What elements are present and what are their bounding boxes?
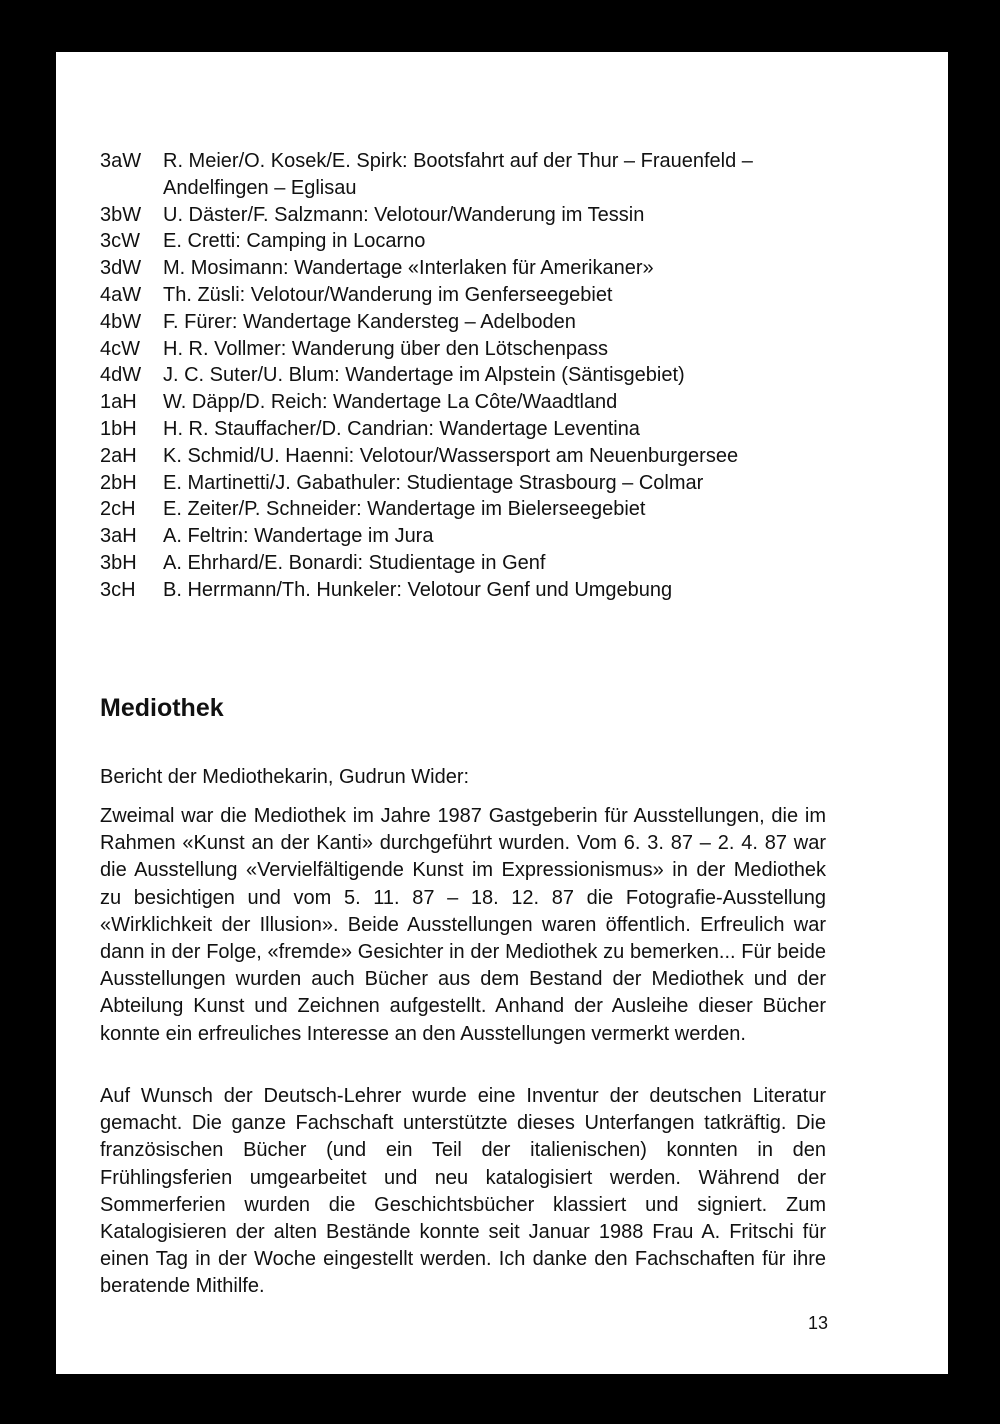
list-item bbox=[100, 389, 860, 416]
section-heading: Mediothek bbox=[100, 694, 224, 722]
class-code: 3cW bbox=[100, 230, 140, 253]
list-item bbox=[100, 228, 860, 255]
list-item bbox=[100, 362, 860, 389]
page-number: 13 bbox=[807, 1313, 828, 1333]
class-code: 2bH bbox=[100, 471, 137, 494]
report-intro: Bericht der Mediothekarin, Gudrun Wider: bbox=[100, 766, 470, 788]
list-item bbox=[100, 255, 860, 282]
list-item bbox=[100, 496, 860, 523]
excursion-description: B. Herrmann/Th. Hunkeler: Velotour Genf und Umgebung bbox=[163, 578, 673, 601]
excursion-description: E. Zeiter/P. Schneider: Wandertage im Bielerseegebiet bbox=[163, 498, 646, 521]
class-code: 3aH bbox=[100, 525, 137, 548]
class-code: 3cH bbox=[100, 578, 136, 601]
list-item bbox=[100, 470, 860, 497]
excursion-description: A. Ehrhard/E. Bonardi: Studientage in Genf bbox=[163, 551, 546, 574]
class-code: 2aH bbox=[100, 444, 137, 467]
class-code: 4aW bbox=[100, 283, 142, 306]
excursion-description: J. C. Suter/U. Blum: Wandertage im Alpstein (Säntisgebiet) bbox=[163, 364, 685, 387]
class-code: 1aH bbox=[100, 391, 137, 414]
list-item bbox=[100, 416, 860, 443]
list-item bbox=[100, 550, 860, 577]
excursion-description: W. Däpp/D. Reich: Wandertage La Côte/Waadtland bbox=[163, 391, 618, 414]
list-item bbox=[100, 202, 860, 229]
excursion-description: M. Mosimann: Wandertage «Interlaken für Amerikaner» bbox=[163, 257, 654, 280]
excursion-description: R. Meier/O. Kosek/E. Spirk: Bootsfahrt auf der Thur – Frauenfeld – Andelfingen – Eglisau bbox=[163, 150, 753, 199]
class-code: 1bH bbox=[100, 417, 137, 440]
excursion-description: A. Feltrin: Wandertage im Jura bbox=[163, 525, 434, 548]
list-item bbox=[100, 309, 860, 336]
list-item bbox=[100, 577, 860, 604]
class-code: 3bH bbox=[100, 551, 137, 574]
list-item bbox=[100, 336, 860, 363]
report-paragraph: Auf Wunsch der Deutsch-Lehrer wurde eine Inventur der deutschen Literatur gemacht. Die ganze Fachschaft unterstützte dieses Unterfangen tatkräftig. Die französischen Bücher (und ein Teil der italienischen) konnten in den Frühlingsferien umgearbeitet und neu katalogisiert werden. Während der Sommerferien wurden die Geschichtsbücher klassiert und signiert. Zum Katalogisieren der alten Bestände konnte seit Januar 1988 Frau A. Fritschi für einen Tag in der Woche eingestellt werden. Ich danke den Fachschaften für ihre beratende Mithilfe. bbox=[100, 1085, 826, 1298]
excursion-description: K. Schmid/U. Haenni: Velotour/Wassersport am Neuenburgersee bbox=[163, 444, 739, 467]
list-item bbox=[100, 523, 860, 550]
class-code: 4dW bbox=[100, 364, 142, 387]
excursion-description: H. R. Stauffacher/D. Candrian: Wandertage Leventina bbox=[163, 417, 640, 440]
class-code: 3aW bbox=[100, 150, 142, 172]
excursion-list bbox=[100, 148, 860, 604]
class-code: 3dW bbox=[100, 257, 142, 280]
class-code: 4bW bbox=[100, 310, 142, 333]
excursion-description: E. Martinetti/J. Gabathuler: Studientage Strasbourg – Colmar bbox=[163, 471, 704, 494]
excursion-description: F. Fürer: Wandertage Kandersteg – Adelboden bbox=[163, 310, 576, 333]
list-item bbox=[100, 282, 860, 309]
excursion-description: Th. Züsli: Velotour/Wanderung im Genferseegebiet bbox=[163, 283, 613, 306]
class-code: 4cW bbox=[100, 337, 140, 360]
excursion-description: H. R. Vollmer: Wanderung über den Lötschenpass bbox=[163, 337, 609, 360]
list-item bbox=[100, 148, 860, 202]
report-paragraph: Zweimal war die Mediothek im Jahre 1987 Gastgeberin für Ausstellungen, die im Rahmen «Kunst an der Kanti» durchgeführt wurden. Vom 6. 3. 87 – 2. 4. 87 war die Ausstellung «Vervielfältigende Kunst im Expressionismus» in der Mediothek zu besichtigen und vom 5. 11. 87 – 18. 12. 87 die Fotografie-Ausstellung «Wirklichkeit der Illusion». Beide Ausstellungen waren öffentlich. Erfreulich war dann in der Folge, «fremde» Gesichter in der Mediothek zu bemerken... Für beide Ausstellungen wurden auch Bücher aus dem Bestand der Mediothek und der Abteilung Kunst und Zeichnen aufgestellt. Anhand der Ausleihe dieser Bücher konnte ein erfreuliches Interesse an den Ausstellungen vermerkt werden. bbox=[100, 805, 826, 1045]
class-code: 3bW bbox=[100, 203, 142, 226]
list-item bbox=[100, 443, 860, 470]
document-page bbox=[56, 52, 948, 1374]
class-code: 2cH bbox=[100, 498, 136, 521]
excursion-description: E. Cretti: Camping in Locarno bbox=[163, 230, 426, 253]
excursion-description: U. Däster/F. Salzmann: Velotour/Wanderung im Tessin bbox=[163, 203, 645, 226]
